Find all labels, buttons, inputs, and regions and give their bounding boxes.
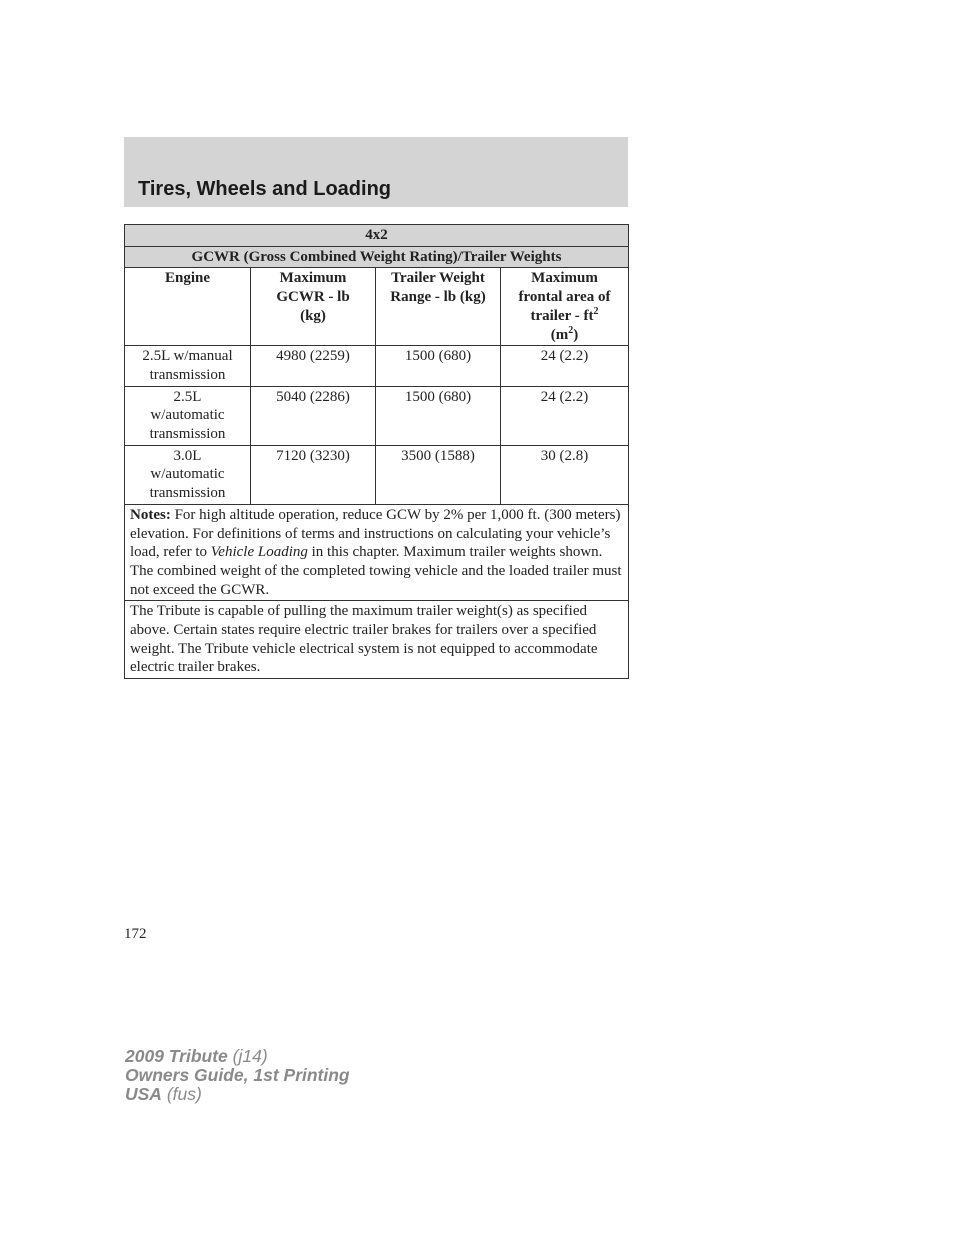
cell-range: 3500 (1588) [376, 445, 501, 504]
vehicle-loading-reference: Vehicle Loading [210, 544, 308, 561]
header-frontal-area: Maximum frontal area of trailer - $ft^2$ $(m^2)$ [501, 268, 629, 346]
section-title: Tires, Wheels and Loading [138, 178, 392, 200]
print-footer [125, 1047, 350, 1104]
notes-label: Notes: [130, 506, 171, 523]
table-drive-heading: 4x2 [125, 225, 629, 247]
table-notes: Notes: For high altitude operation, reduce GCW by 2% per 1,000 ft. (300 meters) elevation. For definitions of terms and instructions on calculating your vehicle’s load, refer to Vehicle Loading in this chapter. Maximum trailer weights shown. The combined weight of the completed towing vehicle and the loaded trailer must not exceed the GCWR. [125, 504, 629, 601]
cell-range: 1500 (680) [376, 346, 501, 386]
table-row [125, 386, 629, 445]
cell-gcwr: 4980 (2259) [251, 346, 376, 386]
cell-area: 24 (2.2) [501, 346, 629, 386]
cell-gcwr: 7120 (3230) [251, 445, 376, 504]
trailer-weights-table [124, 224, 629, 679]
header-engine: Engine [125, 268, 251, 346]
cell-area: 24 (2.2) [501, 386, 629, 445]
table-header-row [125, 268, 629, 346]
header-max-gcwr: Maximum GCWR - lb (kg) [251, 268, 376, 346]
cell-gcwr: 5040 (2286) [251, 386, 376, 445]
cell-engine: 2.5L w/automatic transmission [125, 386, 251, 445]
footer-line-edition: Owners Guide, 1st Printing [125, 1065, 350, 1085]
footer-line-market: USA (fus) [125, 1084, 202, 1104]
table-subtitle: GCWR (Gross Combined Weight Rating)/Trailer Weights [125, 246, 629, 268]
section-header-band [124, 137, 628, 207]
cell-engine: 2.5L w/manual transmission [125, 346, 251, 386]
cell-engine: 3.0L w/automatic transmission [125, 445, 251, 504]
cell-range: 1500 (680) [376, 386, 501, 445]
cell-area: 30 (2.8) [501, 445, 629, 504]
capability-note: The Tribute is capable of pulling the maximum trailer weight(s) as specified above. Certain states require electric trailer brakes for trailers over a specified weight. The Tribute vehicle electrical system is not equipped to accommodate electric trailer brakes. [125, 601, 629, 679]
table-row [125, 445, 629, 504]
header-trailer-weight-range: Trailer Weight Range - lb (kg) [376, 268, 501, 346]
footer-line-model: 2009 Tribute (j14) [125, 1046, 268, 1066]
table-row [125, 346, 629, 386]
page-number: 172 [124, 926, 147, 942]
